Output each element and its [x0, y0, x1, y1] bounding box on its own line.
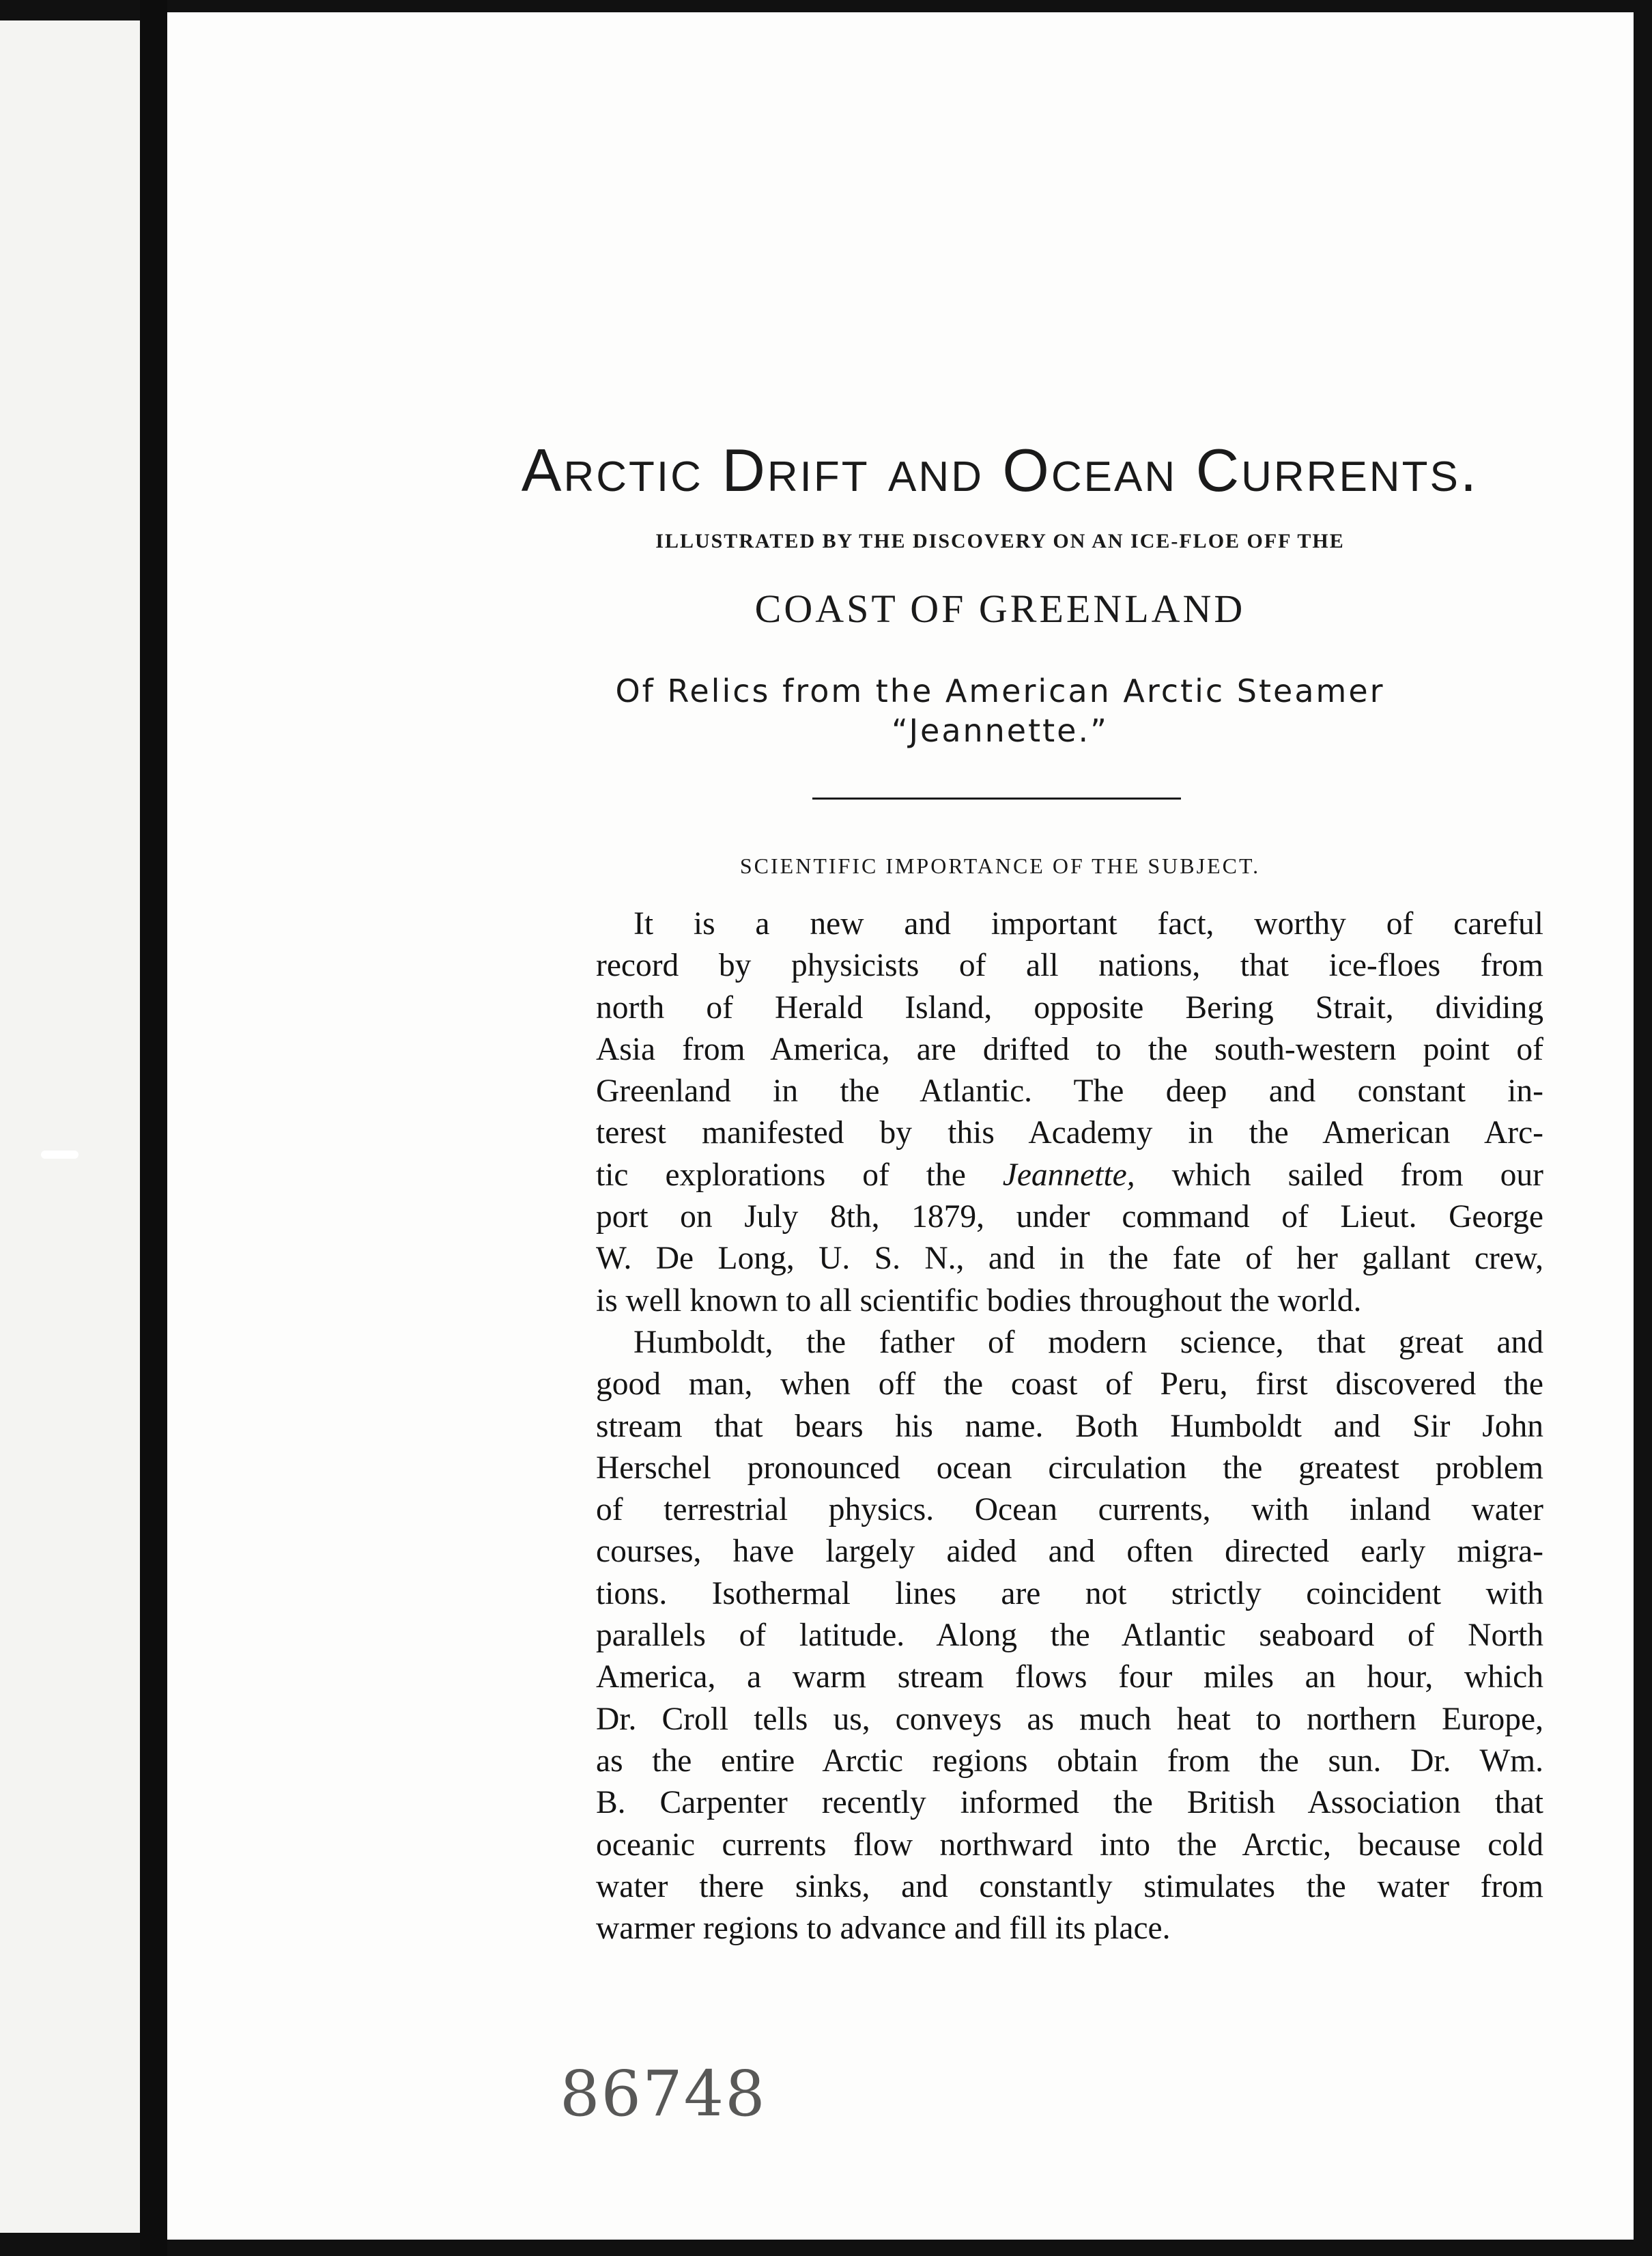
book-gutter [140, 0, 167, 2256]
text-line: B. Carpenter recently informed the British Association that [596, 1785, 1543, 1821]
text-line: water there sinks, and constantly stimulates the water from [596, 1868, 1543, 1904]
section-heading: SCIENTIFIC IMPORTANCE OF THE SUBJECT. [739, 854, 1261, 878]
text-line: north of Herald Island, opposite Bering Strait, dividing [596, 989, 1543, 1026]
paragraph-2 [596, 1322, 1543, 1949]
paper-blemish [41, 1151, 79, 1159]
paragraph-1 [596, 903, 1543, 1322]
text-line-with-ship-name [596, 1155, 1543, 1196]
body-text [596, 903, 1543, 1949]
document-title: Arctic Drift and Ocean Currents. [521, 436, 1479, 504]
divider-rule [812, 798, 1181, 800]
text-line: stream that bears his name. Both Humboldt and Sir John [596, 1408, 1543, 1444]
text-line: as the entire Arctic regions obtain from the sun. Dr. Wm. [596, 1743, 1543, 1779]
text-line: terest manifested by this Academy in the American Arc- [596, 1115, 1543, 1151]
text-line: America, a warm stream flows four miles an hour, which [596, 1659, 1543, 1695]
text-line: courses, have largely aided and often directed early migra- [596, 1534, 1543, 1570]
text-line: warmer regions to advance and fill its place. [596, 1910, 1171, 1947]
text-line: port on July 8th, 1879, under command of Lieut. George [596, 1199, 1543, 1235]
facing-page-edge [0, 20, 140, 2233]
text-line: Humboldt, the father of modern science, that great and [633, 1324, 1543, 1360]
text-line: Herschel pronounced ocean circulation the greatest problem [596, 1450, 1543, 1486]
text-line: is well known to all scientific bodies throughout the world. [596, 1282, 1362, 1319]
text-line: record by physicists of all nations, that ice-floes from [596, 948, 1543, 984]
text-line: tions. Isothermal lines are not strictly coincident with [596, 1575, 1543, 1611]
text-line: Greenland in the Atlantic. The deep and constant in- [596, 1073, 1543, 1110]
text-segment: tic explorations of the [596, 1157, 966, 1193]
text-line: parallels of latitude. Along the Atlantic seaboard of North [596, 1618, 1543, 1654]
relics-line-2: “Jeannette.” [892, 712, 1109, 749]
ship-name: Jeannette, [1002, 1157, 1135, 1193]
library-stamp-number: 86748 [560, 2057, 767, 2130]
text-line: It is a new and important fact, worthy of careful [633, 906, 1543, 942]
relics-heading [440, 671, 1560, 750]
text-line: Asia from America, are drifted to the south-western point of [596, 1031, 1543, 1067]
text-segment: which sailed from our [1171, 1157, 1544, 1193]
document-page [167, 12, 1634, 2240]
coast-heading: COAST OF GREENLAND [754, 587, 1246, 631]
text-line: oceanic currents flow northward into the Arctic, because cold [596, 1827, 1543, 1863]
text-line: Dr. Croll tells us, conveys as much heat to northern Europe, [596, 1701, 1543, 1737]
illustrated-subtitle: ILLUSTRATED BY THE DISCOVERY ON AN ICE-FLOE OFF THE [655, 530, 1345, 552]
text-line: good man, when off the coast of Peru, first discovered the [596, 1366, 1543, 1402]
relics-line-1: Of Relics from the American Arctic Steamer [615, 673, 1385, 709]
text-line: of terrestrial physics. Ocean currents, with inland water [596, 1492, 1543, 1528]
text-line: W. De Long, U. S. N., and in the fate of her gallant crew, [596, 1241, 1543, 1277]
